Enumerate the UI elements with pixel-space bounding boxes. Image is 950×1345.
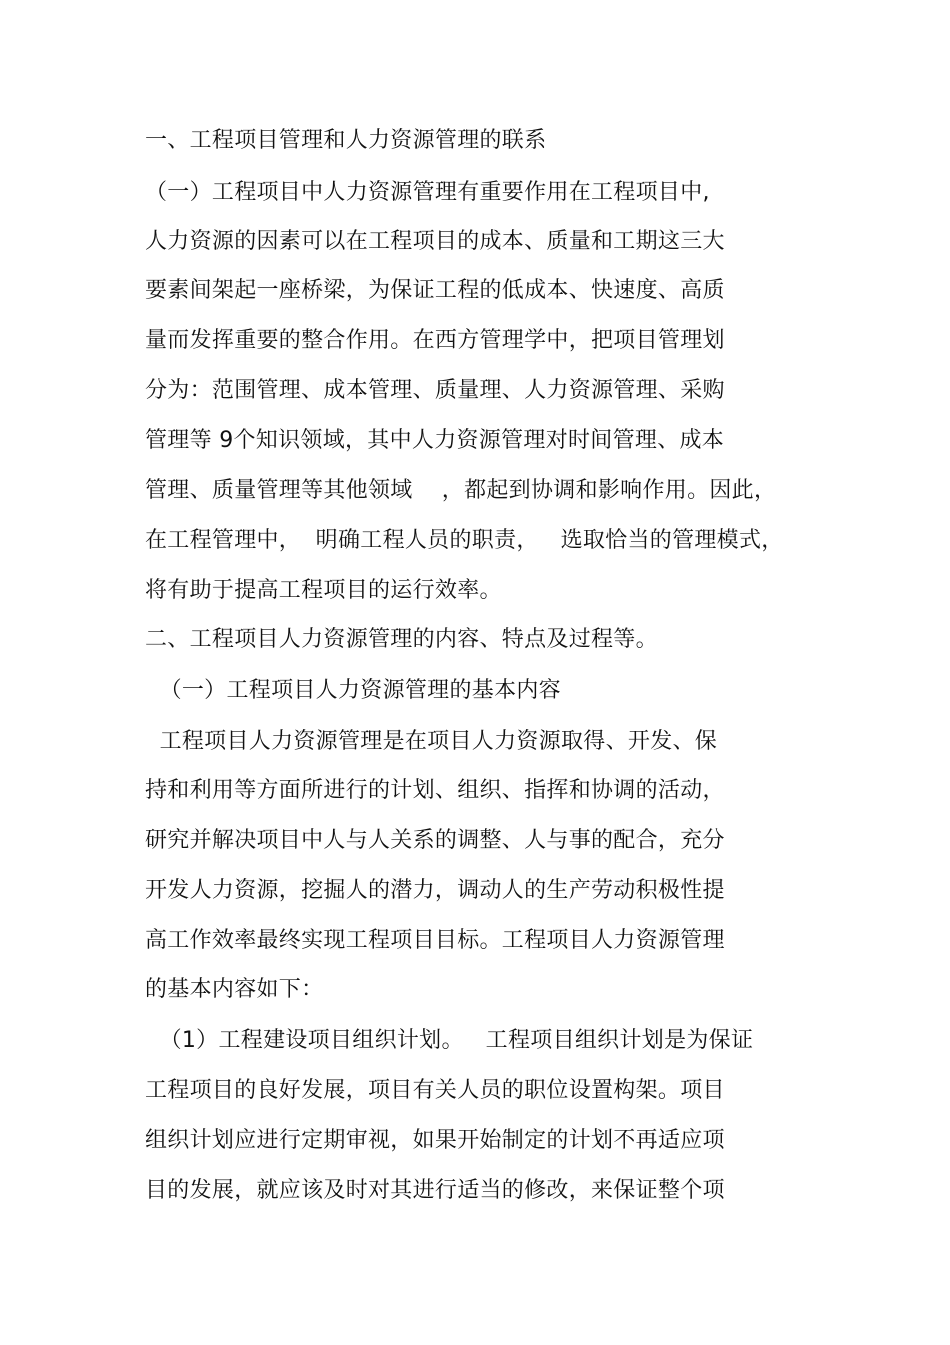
- paragraph-line: 工程项目人力资源管理是在项目人力资源取得、开发、保: [145, 729, 718, 754]
- paragraph-line: 目的发展，就应该及时对其进行适当的修改，来保证整个项: [145, 1178, 725, 1203]
- paragraph-line: 管理等 9个知识领域，其中人力资源管理对时间管理、成本: [145, 428, 725, 453]
- paragraph-line: （1）工程建设项目组织计划。 工程项目组织计划是为保证: [145, 1028, 754, 1053]
- paragraph-line: 开发人力资源，挖掘人的潜力，调动人的生产劳动积极性提: [145, 878, 725, 903]
- subheading-basic-content: （一）工程项目人力资源管理的基本内容: [145, 678, 561, 703]
- paragraph-line: 持和利用等方面所进行的计划、组织、指挥和协调的活动，: [145, 778, 725, 803]
- paragraph-line: 要素间架起一座桥梁，为保证工程的低成本、快速度、高质: [145, 278, 725, 303]
- paragraph-line: 组织计划应进行定期审视，如果开始制定的计划不再适应项: [145, 1128, 725, 1153]
- heading-section-1: 一、工程项目管理和人力资源管理的联系: [145, 128, 547, 153]
- paragraph-line: （一）工程项目中人力资源管理有重要作用在工程项目中,: [145, 180, 710, 205]
- paragraph-line: 管理、质量管理等其他领域 ，都起到协调和影响作用。因此，: [145, 478, 777, 503]
- paragraph-line: 将有助于提高工程项目的运行效率。: [145, 578, 502, 603]
- paragraph-line: 人力资源的因素可以在工程项目的成本、质量和工期这三大: [145, 229, 725, 254]
- paragraph-line: 工程项目的良好发展，项目有关人员的职位设置构架。项目: [145, 1078, 725, 1103]
- paragraph-line: 分为：范围管理、成本管理、质量理、人力资源管理、采购: [145, 378, 725, 403]
- paragraph-line: 的基本内容如下：: [145, 977, 324, 1002]
- paragraph-line: 研究并解决项目中人与人关系的调整、人与事的配合，充分: [145, 828, 725, 853]
- paragraph-line: 高工作效率最终实现工程项目目标。工程项目人力资源管理: [145, 928, 725, 953]
- paragraph-line: 量而发挥重要的整合作用。在西方管理学中，把项目管理划: [145, 328, 725, 353]
- paragraph-line: 在工程管理中， 明确工程人员的职责， 选取恰当的管理模式，: [145, 528, 784, 553]
- heading-section-2: 二、工程项目人力资源管理的内容、特点及过程等。: [145, 627, 658, 652]
